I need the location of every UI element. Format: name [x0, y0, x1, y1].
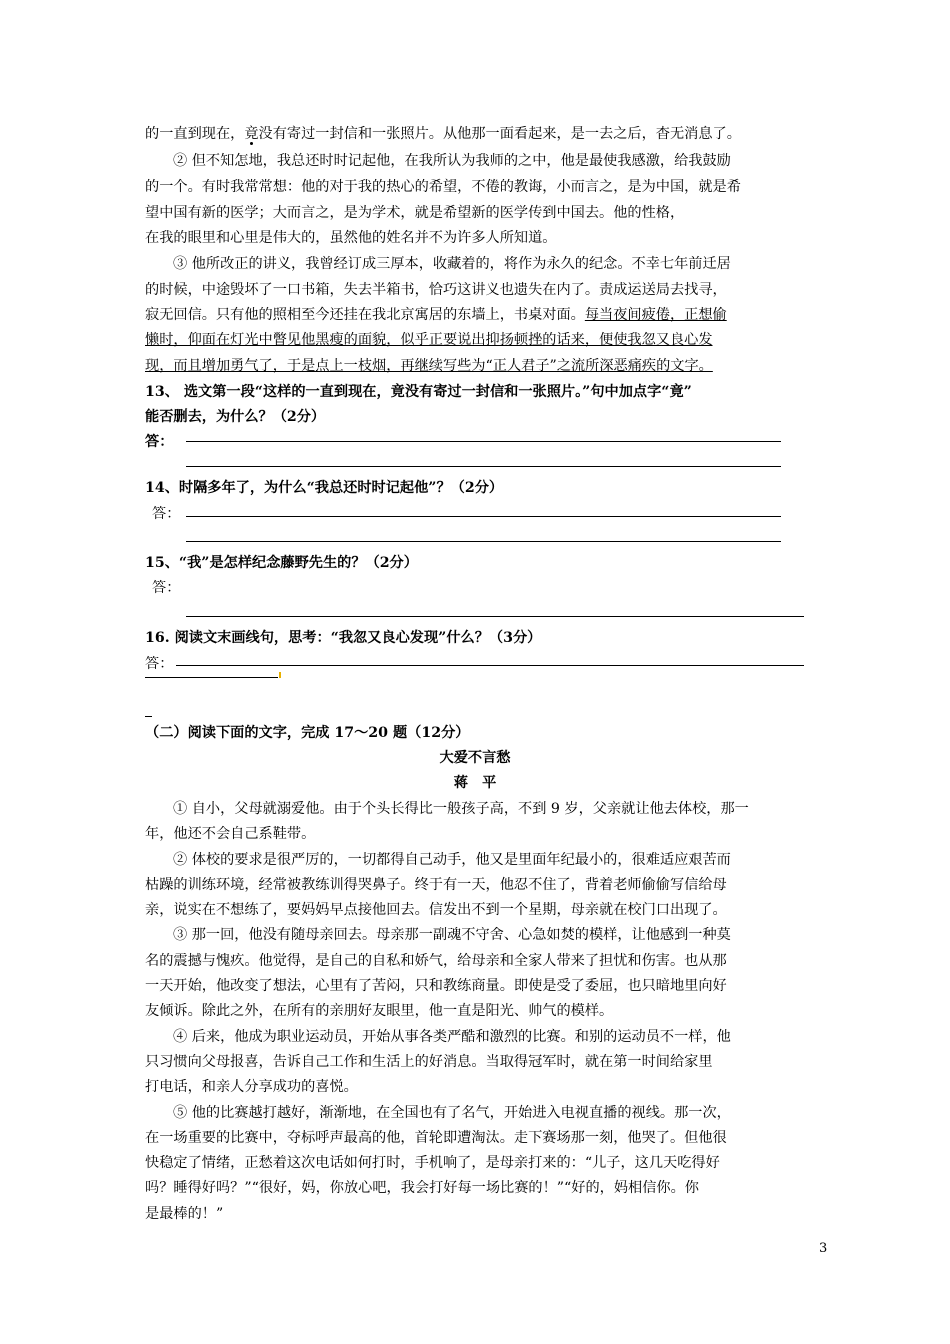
article-para2-line-3: 亲，说实在不想练了，要妈妈早点接他回去。信发出不到一个星期，母亲就在校门口出现了。: [145, 902, 727, 918]
article-para5-line-1: ⑤ 他的比赛越打越好，渐渐地，在全国也有了名气，开始进入电视直播的视线。那一次，: [173, 1105, 731, 1121]
article-para1-line-1: ① 自小，父母就溺爱他。由于个头长得比一般孩子高，不到 9 岁，父亲就让他去体校，那一: [173, 801, 749, 817]
passage1-para2-line-2: 的一个。有时我常常想：他的对于我的热心的希望，不倦的教诲，小而言之，是为中国，就是希: [145, 179, 741, 195]
underlined-sentence: 每当夜间疲倦，正想偷: [584, 307, 727, 323]
article-para4-line-2: 只习惯向父母报喜，告诉自己工作和生活上的好消息。当取得冠军时，就在第一时间给家里: [145, 1054, 713, 1070]
article-para5-line-3: 快稳定了情绪，正愁着这次电话如何打时，手机响了，是母亲打来的：“儿子，这几天吃得好: [145, 1155, 720, 1171]
article-para3-line-4: 友倾诉。除此之外，在所有的亲朋好友眼里，他一直是阳光、帅气的模样。: [145, 1003, 614, 1019]
passage1-para2-line-4: 在我的眼里和心里是伟大的，虽然他的姓名并不为许多人所知道。: [145, 230, 557, 246]
underlined-sentence-line-3: 现，而且增加勇气了，于是点上一枝烟，再继续写些为“正人君子”之流所深恶痛疾的文字。: [145, 358, 713, 374]
section-2-heading: （二）阅读下面的文字，完成 17～20 题（12分）: [145, 725, 470, 741]
article-para5-line-2: 在一场重要的比赛中，夺标呼声最高的他，首轮即遭淘汰。走下赛场那一刻，他哭了。但他很: [145, 1130, 727, 1146]
passage1-line-1: [145, 123, 741, 145]
article-para3-line-2: 名的震撼与愧疚。他觉得，是自己的自私和娇气，给母亲和全家人带来了担忧和伤害。也从那: [145, 953, 727, 969]
article-para5-line-5: 是最棒的！”: [145, 1206, 224, 1222]
passage1-para2-line-1: ② 但不知怎地，我总还时时记起他，在我所认为我师的之中，他是最使我感激，给我鼓励: [173, 153, 731, 169]
passage1-para3-line-1: ③ 他所改正的讲义，我曾经订成三厚本，收藏着的，将作为永久的纪念。不幸七年前迁居: [173, 256, 731, 272]
question-13-line-2: 能否删去，为什么？（2分）: [145, 409, 326, 425]
article-para1-line-2: 年，他还不会自己系鞋带。: [145, 826, 316, 842]
answer-line[interactable]: [186, 516, 781, 517]
question-16-answer-label: 答：: [145, 656, 174, 672]
text-segment: 的一直到现在，: [145, 126, 245, 142]
article-para5-line-4: 吗？睡得好吗？”“很好，妈，你放心吧，我会打好每一场比赛的！”“好的，妈相信你。你: [145, 1180, 699, 1196]
question-13-answer-label: 答：: [145, 434, 174, 450]
question-15: 15、“我”是怎样纪念藤野先生的？（2分）: [145, 555, 418, 571]
article-para3-line-3: 一天开始，他改变了想法，心里有了苦闷，只和教练商量。即使是受了委屈，也只暗地里向好: [145, 978, 727, 994]
question-13-line-1: 13、 选文第一段“这样的一直到现在，竟没有寄过一封信和一张照片。”句中加点字“竟”: [145, 384, 692, 400]
article-para2-line-1: ② 体校的要求是很严厉的，一切都得自己动手，他又是里面年纪最小的，很难适应艰苦而: [173, 852, 731, 868]
answer-line[interactable]: [186, 441, 781, 442]
answer-line[interactable]: [145, 677, 278, 678]
question-14: 14、时隔多年了，为什么“我总还时时记起他”？（2分）: [145, 480, 504, 496]
question-15-answer-label: 答：: [152, 580, 181, 596]
passage1-para3-line-2: 的时候，中途毁坏了一口书箱，失去半箱书，恰巧这讲义也遗失在内了。责成运送局去找寻，: [145, 282, 727, 298]
text-segment: 寂无回信。只有他的照相至今还挂在我北京寓居的东墙上，书桌对面。: [145, 307, 585, 323]
article-para4-line-1: ④ 后来，他成为职业运动员，开始从事各类严酷和激烈的比赛。和别的运动员不一样，他: [173, 1029, 731, 1045]
passage1-para2-line-3: 望中国有新的医学；大而言之，是为学术，就是希望新的医学传到中国去。他的性格，: [145, 205, 685, 221]
article-para2-line-2: 枯躁的训练环境，经常被教练训得哭鼻子。终于有一天，他忍不住了，背着老师偷偷写信给母: [145, 877, 727, 893]
passage1-para3-line-3: [145, 304, 727, 326]
question-14-answer-label: 答：: [152, 506, 181, 522]
stray-mark: [145, 716, 152, 717]
article-para3-line-1: ③ 那一回，他没有随母亲回去。母亲那一副魂不守舍、心急如焚的模样，让他感到一种莫: [173, 927, 731, 943]
dotted-character: 竟: [244, 126, 259, 142]
underlined-sentence-line-2: 懒时，仰面在灯光中瞥见他黑瘦的面貌，似乎正要说出抑扬顿挫的话来，便使我忽又良心发: [145, 332, 713, 348]
question-16: 16. 阅读文末画线句，思考：“我忽又良心发现”什么？（3分）: [145, 630, 542, 646]
article-title: 大爱不言愁: [439, 750, 511, 766]
text-segment: 没有寄过一封信和一张照片。从他那一面看起来，是一去之后，杳无消息了。: [258, 126, 741, 142]
edit-mark: [279, 672, 281, 678]
answer-line[interactable]: [186, 616, 804, 617]
answer-line[interactable]: [186, 541, 781, 542]
article-para4-line-3: 打电话，和亲人分享成功的喜悦。: [145, 1079, 358, 1095]
answer-line[interactable]: [176, 665, 804, 666]
article-author: 蒋 平: [453, 775, 497, 791]
answer-line[interactable]: [186, 466, 781, 467]
page-number: 3: [819, 1241, 828, 1256]
